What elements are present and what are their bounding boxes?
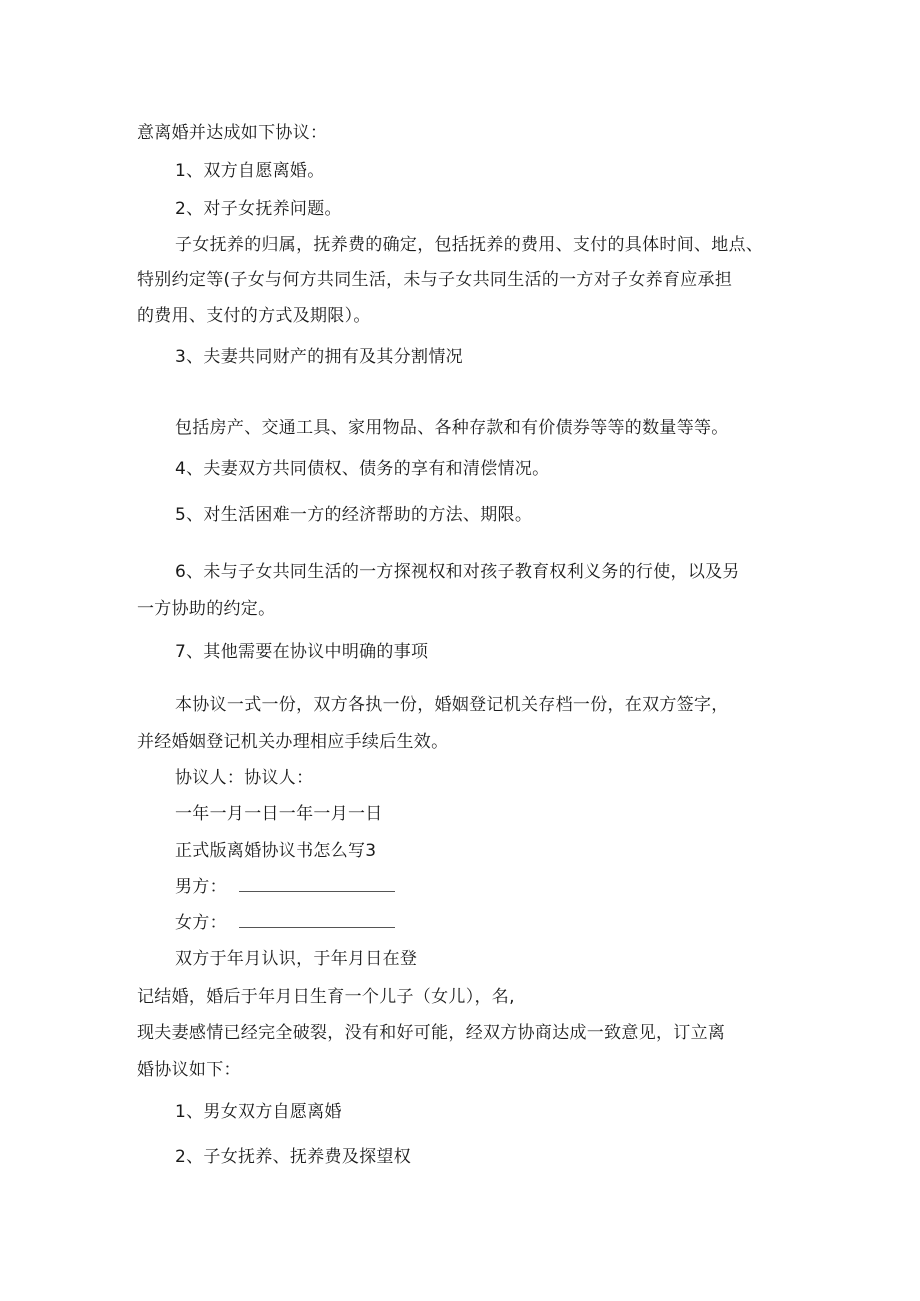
- list-item: 2、对子女抚养问题。: [175, 199, 342, 219]
- wife-field: [175, 912, 395, 934]
- text-line: 本协议一式一份，双方各执一份，婚姻登记机关存档一份，在双方签字，: [175, 695, 729, 715]
- text-line: 一方协助的约定。: [137, 599, 276, 619]
- text-line: 记结婚，婚后于年月日生育一个儿子（女儿），名,: [137, 987, 515, 1007]
- list-item: 1、双方自愿离婚。: [175, 161, 325, 181]
- list-item: 1、男女双方自愿离婚: [175, 1102, 342, 1122]
- text-line: 双方于年月认识，于年月日在登: [175, 949, 418, 969]
- husband-label: 男方：: [175, 877, 227, 897]
- wife-label: 女方：: [175, 913, 227, 933]
- signatory-line: 协议人：协议人：: [175, 768, 314, 788]
- list-item: 5、对生活困难一方的经济帮助的方法、期限。: [175, 505, 533, 525]
- list-item: 7、其他需要在协议中明确的事项: [175, 642, 429, 662]
- text-line: 并经婚姻登记机关办理相应手续后生效。: [137, 732, 449, 752]
- wife-blank: [239, 913, 395, 928]
- text-line: 婚协议如下：: [137, 1060, 241, 1080]
- husband-blank: [239, 877, 395, 892]
- text-line: 子女抚养的归属，抚养费的确定，包括抚养的费用、支付的具体时间、地点、: [175, 235, 764, 255]
- husband-field: [175, 876, 395, 898]
- text-line: 包括房产、交通工具、家用物品、各种存款和有价债券等等的数量等等。: [175, 418, 729, 438]
- section-title: 正式版离婚协议书怎么写3: [175, 841, 377, 861]
- list-item: 4、夫妻双方共同债权、债务的享有和清偿情况。: [175, 459, 550, 479]
- list-item: 6、未与子女共同生活的一方探视权和对孩子教育权利义务的行使，以及另: [175, 562, 740, 582]
- list-item: 2、子女抚养、抚养费及探望权: [175, 1147, 412, 1167]
- text-line: 的费用、支付的方式及期限）。: [137, 306, 371, 326]
- text-line: 现夫妻感情已经完全破裂，没有和好可能，经双方协商达成一致意见，订立离: [137, 1023, 726, 1043]
- list-item: 3、夫妻共同财产的拥有及其分割情况: [175, 347, 463, 367]
- text-line: 特别约定等(子女与何方共同生活，未与子女共同生活的一方对子女养育应承担: [137, 270, 733, 290]
- text-line: 意离婚并达成如下协议：: [137, 123, 328, 143]
- date-line: 一年一月一日一年一月一日: [175, 804, 383, 824]
